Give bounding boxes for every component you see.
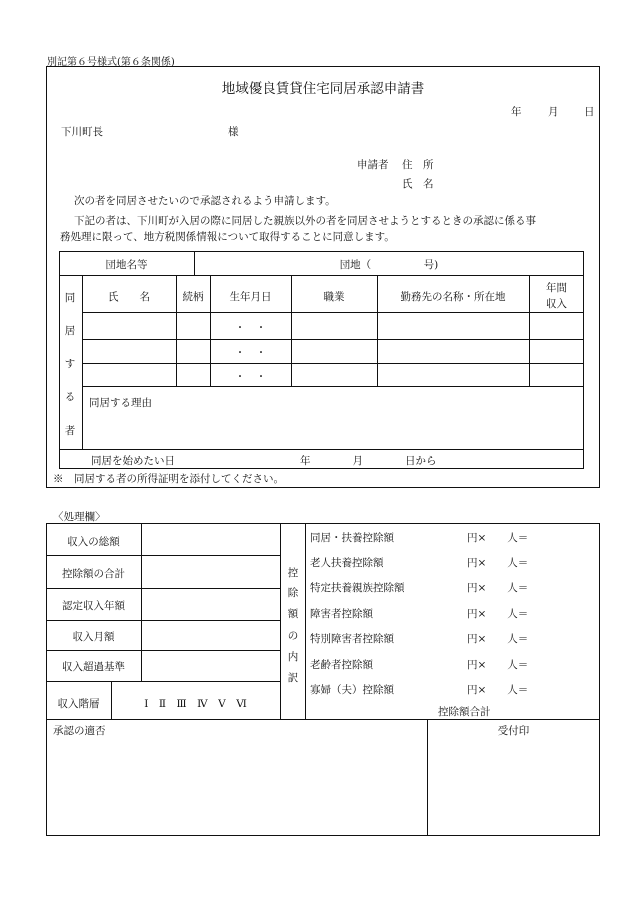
header-workplace: 勤務先の名称・所在地 [400, 291, 506, 303]
deduction-total-sum-label: 控除額合計 [438, 706, 491, 718]
applicant-address-label: 住 所 [402, 159, 434, 171]
deduction-item: 特定扶養親族控除額 [310, 582, 405, 594]
deduction-item: 同居・扶養控除額 [310, 532, 394, 544]
deduction-item: 障害者控除額 [310, 608, 373, 620]
header-relation: 続柄 [182, 291, 204, 303]
date-month-label: 月 [548, 106, 559, 118]
deduction-vertical-char: 内 [287, 651, 299, 663]
consent-line-2: 務処理に限って、地方税関係情報について取得することに同意します。 [60, 231, 395, 243]
form-label: 別記第６号様式(第６条関係) [47, 57, 175, 68]
header-occupation: 職業 [323, 291, 345, 303]
estate-name-label: 団地名等 [105, 259, 148, 271]
deduction-calc: 円× 人＝ [467, 557, 529, 569]
side-label-char: る [64, 391, 76, 403]
deduction-vertical-char: 額 [287, 608, 299, 620]
deduction-vertical-char: の [287, 630, 299, 642]
addressee: 下川町長 [61, 126, 103, 138]
start-date-label: 同居を始めたい日 [91, 455, 175, 467]
honorific: 様 [228, 126, 239, 138]
intro-text: 次の者を同居させたいので承認されるよう申請します。 [74, 195, 336, 207]
note-text: ※ 同居する者の所得証明を添付してください。 [53, 473, 284, 485]
deduction-total-label: 控除額の合計 [62, 568, 125, 580]
deduction-calc: 円× 人＝ [467, 608, 529, 620]
date-day-label: 日 [584, 106, 595, 118]
deduction-item: 老齢者控除額 [310, 659, 373, 671]
deduction-calc: 円× 人＝ [467, 659, 529, 671]
processing-label: 〈処理欄〉 [53, 511, 106, 523]
header-name: 氏 名 [108, 291, 150, 303]
income-excess-label: 収入超過基準 [62, 661, 125, 673]
reception-stamp-label: 受付印 [497, 725, 530, 737]
birthdate-placeholder: ・ ・ [234, 371, 267, 383]
deduction-item: 特別障害者控除額 [310, 633, 394, 645]
side-label-char: 者 [64, 425, 76, 437]
start-date-value: 年 月 日から [300, 455, 437, 467]
side-label-char: 居 [64, 325, 76, 337]
approval-label: 承認の適否 [53, 725, 106, 737]
monthly-income-label: 収入月額 [72, 631, 115, 643]
deduction-vertical-char: 訳 [287, 672, 299, 684]
deduction-calc: 円× 人＝ [467, 582, 529, 594]
document-title: 地域優良賃貸住宅同居承認申請書 [221, 81, 425, 97]
cohabitant-table [59, 251, 584, 469]
deduction-item: 寡婦（夫）控除額 [310, 684, 394, 696]
applicant-name-label: 氏 名 [402, 178, 434, 190]
header-income-line2: 収入 [546, 298, 567, 310]
side-label-char: 同 [64, 292, 76, 304]
header-birthdate: 生年月日 [229, 291, 272, 303]
birthdate-placeholder: ・ ・ [234, 322, 267, 334]
date-year-label: 年 [511, 106, 522, 118]
deduction-vertical-char: 控 [287, 567, 299, 579]
applicant-label: 申請者 [357, 159, 389, 171]
deduction-vertical-char: 除 [287, 587, 299, 599]
deduction-item: 老人扶養控除額 [310, 557, 384, 569]
total-income-label: 収入の総額 [67, 536, 120, 548]
estate-name-value: 団地（ 号) [339, 259, 439, 271]
deduction-calc: 円× 人＝ [467, 532, 529, 544]
income-class-values: Ⅰ Ⅱ Ⅲ Ⅳ Ⅴ Ⅵ [144, 698, 247, 710]
reason-label: 同居する理由 [89, 397, 152, 409]
side-label-char: す [64, 358, 76, 370]
deduction-calc: 円× 人＝ [467, 684, 529, 696]
deduction-calc: 円× 人＝ [467, 633, 529, 645]
birthdate-placeholder: ・ ・ [234, 347, 267, 359]
header-income-line1: 年間 [546, 282, 567, 294]
income-class-label: 収入階層 [57, 698, 100, 710]
consent-line-1: 下記の者は、下川町が入居の際に同居した親族以外の者を同居させようとするときの承認に係る事 [74, 215, 536, 227]
annual-income-label: 認定収入年額 [62, 600, 125, 612]
